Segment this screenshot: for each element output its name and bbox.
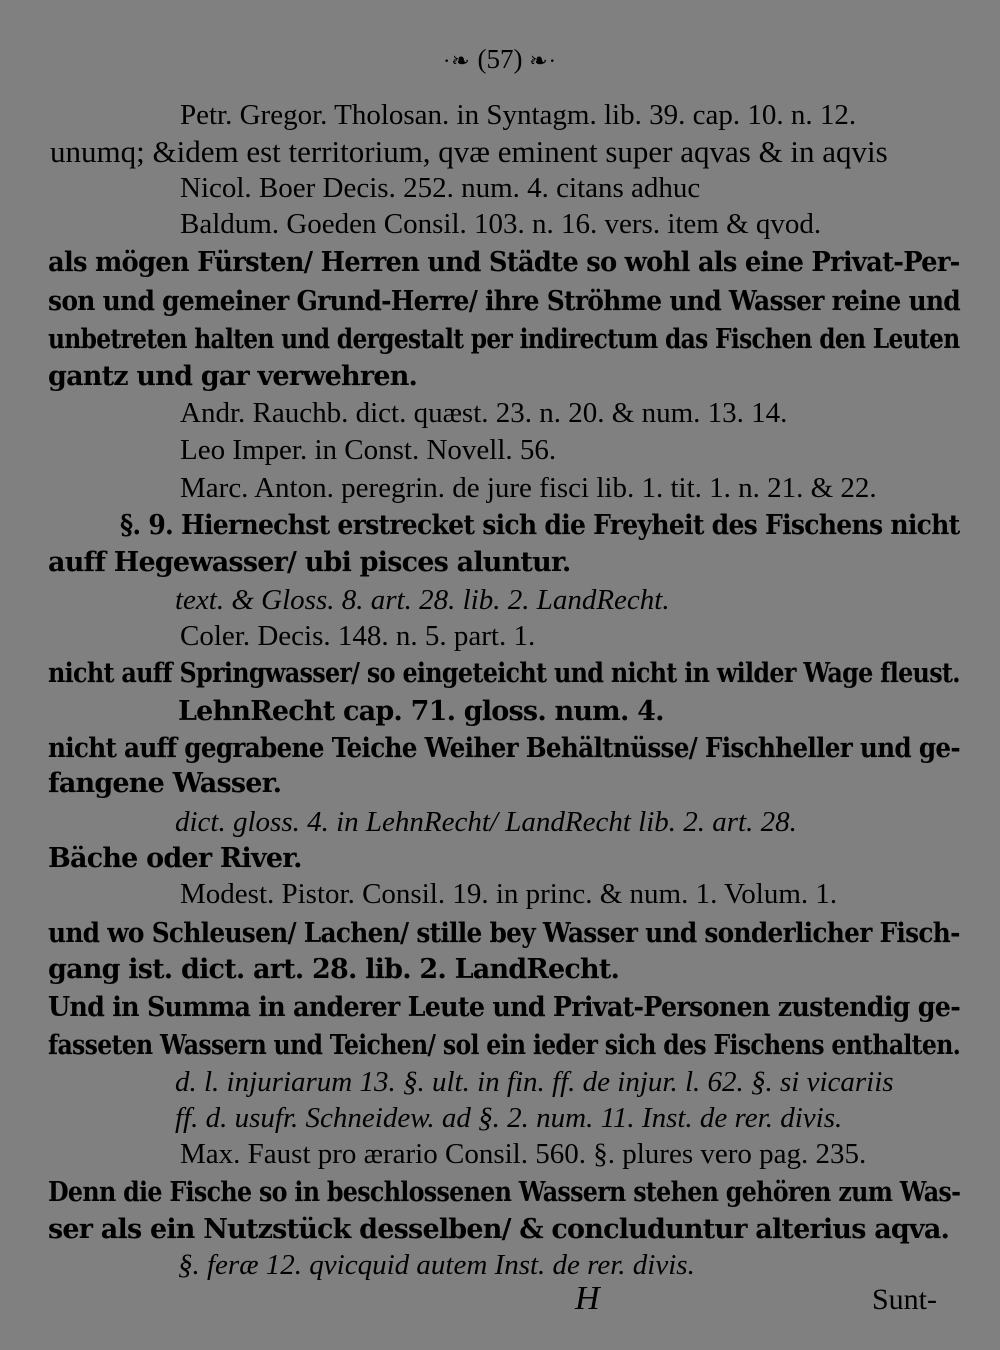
- text-line: fangene Wasser.: [48, 768, 282, 799]
- text-line: Max. Faust pro ærario Consil. 560. §. plures vero pag. 235.: [180, 1138, 867, 1170]
- text-line: dict. gloss. 4. in LehnRecht/ LandRecht lib. 2. art. 28.: [175, 806, 797, 838]
- text-line: Nicol. Boer Decis. 252. num. 4. citans adhuc: [180, 172, 701, 204]
- text-line: Marc. Anton. peregrin. de jure fisci lib. 1. tit. 1. n. 21. & 22.: [180, 472, 877, 504]
- text-line: son und gemeiner Grund-Herre/ ihre Ströhme und Wasser reine und: [48, 286, 961, 317]
- text-line: ff. d. usufr. Schneidew. ad §. 2. num. 11. Inst. de rer. divis.: [175, 1102, 843, 1134]
- text-line: LehnRecht cap. 71. gloss. num. 4.: [178, 696, 664, 727]
- signature-mark: H: [575, 1280, 600, 1317]
- ornament-left-icon: ·❧: [442, 48, 471, 73]
- text-line: und wo Schleusen/ Lachen/ stille bey Wasser und sonderlicher Fisch-: [48, 918, 960, 949]
- text-line: unumq; &idem est territorium, qvæ eminent super aqvas & in aqvis: [50, 134, 888, 169]
- text-line: nicht auff Springwasser/ so eingeteicht und nicht in wilder Wage fleust.: [48, 658, 960, 689]
- text-line: Petr. Gregor. Tholosan. in Syntagm. lib. 39. cap. 10. n. 12.: [180, 99, 857, 131]
- text-line: gang ist. dict. art. 28. lib. 2. LandRecht.: [48, 954, 620, 985]
- catchword: Sunt-: [872, 1283, 938, 1316]
- text-line: fasseten Wassern und Teichen/ sol ein ieder sich des Fischens enthalten.: [48, 1030, 961, 1061]
- text-line: §. feræ 12. qvicquid autem Inst. de rer. divis.: [178, 1249, 695, 1281]
- text-line: unbetreten halten und dergestalt per indirectum das Fischen den Leuten: [48, 324, 960, 355]
- text-line: Baldum. Goeden Consil. 103. n. 16. vers. item & qvod.: [180, 208, 822, 240]
- text-line: Leo Imper. in Const. Novell. 56.: [180, 434, 557, 466]
- text-line: Modest. Pistor. Consil. 19. in princ. & num. 1. Volum. 1.: [180, 878, 838, 910]
- page-header: [0, 44, 1000, 75]
- text-line: nicht auff gegrabene Teiche Weiher Behältnüsse/ Fischheller und ge-: [48, 733, 960, 764]
- text-line: §. 9. Hiernechst erstrecket sich die Freyheit des Fischens nicht: [120, 510, 960, 541]
- text-line: Coler. Decis. 148. n. 5. part. 1.: [180, 620, 536, 652]
- text-line: Denn die Fische so in beschlossenen Wassern stehen gehören zum Was-: [48, 1177, 961, 1208]
- text-line: Und in Summa in anderer Leute und Privat-Personen zustendig ge-: [48, 992, 961, 1023]
- text-line: gantz und gar verwehren.: [48, 361, 418, 392]
- text-line: Andr. Rauchb. dict. quæst. 23. n. 20. & num. 13. 14.: [180, 397, 788, 429]
- text-line: text. & Gloss. 8. art. 28. lib. 2. LandRecht.: [175, 584, 670, 616]
- text-line: auff Hegewasser/ ubi pisces aluntur.: [48, 547, 571, 578]
- text-line: Bäche oder River.: [48, 843, 302, 874]
- text-line: d. l. injuriarum 13. §. ult. in fin. ff. de injur. l. 62. §. si vicariis: [175, 1066, 894, 1098]
- ornament-right-icon: ❧·: [529, 48, 557, 73]
- page-number: (57): [477, 44, 523, 74]
- text-line: ser als ein Nutzstück desselben/ & concluduntur alterius aqva.: [48, 1214, 950, 1245]
- text-line: als mögen Fürsten/ Herren und Städte so wohl als eine Privat-Per-: [48, 247, 960, 278]
